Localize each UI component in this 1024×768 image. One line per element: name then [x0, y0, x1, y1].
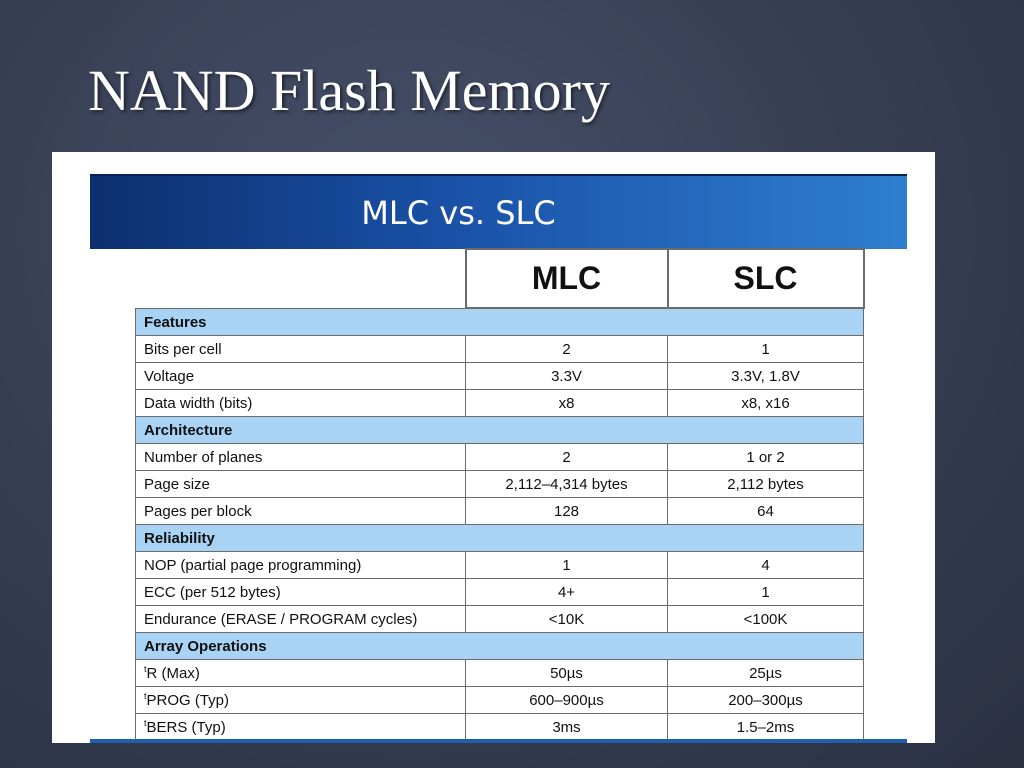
mlc-value: 3.3V [466, 363, 668, 390]
mlc-value: 600–900µs [466, 687, 668, 714]
row-label-text: NOP (partial page programming) [144, 556, 362, 574]
row-label [136, 363, 466, 390]
mlc-value: 1 [466, 552, 668, 579]
table-row [136, 552, 864, 579]
slc-value: 3.3V, 1.8V [668, 363, 864, 390]
table-row [136, 579, 864, 606]
slc-value: 1 [668, 336, 864, 363]
section-row [136, 525, 864, 552]
slc-value: 1 [668, 579, 864, 606]
header-blank-cell [136, 249, 466, 308]
table-row [136, 687, 864, 714]
mlc-value: 128 [466, 498, 668, 525]
row-label [136, 336, 466, 363]
figure-bottom-rule [90, 739, 907, 743]
row-label-text: BERS (Typ) [146, 718, 226, 736]
row-label-text: Voltage [144, 367, 195, 385]
section-title: Reliability [136, 525, 864, 552]
row-label-text: Number of planes [144, 448, 263, 466]
mlc-value: 2 [466, 444, 668, 471]
section-title: Array Operations [136, 633, 864, 660]
row-label [136, 390, 466, 417]
mlc-value: 2 [466, 336, 668, 363]
section-row [136, 633, 864, 660]
mlc-value: 50µs [466, 660, 668, 687]
timing-prefix: t [144, 663, 147, 674]
slc-value: 1 or 2 [668, 444, 864, 471]
timing-prefix: t [144, 690, 147, 701]
comparison-figure [52, 152, 935, 743]
mlc-value: <10K [466, 606, 668, 633]
mlc-value: 3ms [466, 714, 668, 741]
row-label [136, 579, 466, 606]
slc-value: x8, x16 [668, 390, 864, 417]
mlc-value: 2,112–4,314 bytes [466, 471, 668, 498]
table-row [136, 390, 864, 417]
table-row [136, 363, 864, 390]
section-row [136, 417, 864, 444]
mlc-value: 4+ [466, 579, 668, 606]
mlc-value: x8 [466, 390, 668, 417]
slc-value: 1.5–2ms [668, 714, 864, 741]
figure-banner-title: MLC vs. SLC [361, 193, 556, 232]
slc-value: 25µs [668, 660, 864, 687]
row-label [136, 606, 466, 633]
section-title: Features [136, 308, 864, 336]
slc-value: 200–300µs [668, 687, 864, 714]
row-label-text: ECC (per 512 bytes) [144, 583, 281, 601]
section-title: Architecture [136, 417, 864, 444]
slc-value: 64 [668, 498, 864, 525]
table-row [136, 444, 864, 471]
slc-value: <100K [668, 606, 864, 633]
comparison-table [135, 248, 865, 741]
table-row [136, 606, 864, 633]
row-label [136, 687, 466, 714]
table-header-row [136, 249, 864, 308]
row-label [136, 552, 466, 579]
figure-banner [90, 174, 907, 249]
row-label-text: Bits per cell [144, 340, 222, 358]
row-label-text: R (Max) [146, 664, 200, 682]
row-label [136, 660, 466, 687]
row-label [136, 498, 466, 525]
table-row [136, 336, 864, 363]
row-label [136, 471, 466, 498]
table-row [136, 714, 864, 741]
row-label-text: Endurance (ERASE / PROGRAM cycles) [144, 610, 418, 628]
timing-prefix: t [144, 717, 147, 728]
row-label-text: Page size [144, 475, 210, 493]
table-row [136, 471, 864, 498]
slide-title: NAND Flash Memory [88, 58, 610, 123]
slc-value: 2,112 bytes [668, 471, 864, 498]
table-row [136, 498, 864, 525]
section-row [136, 308, 864, 336]
table-row [136, 660, 864, 687]
row-label-text: Data width (bits) [144, 394, 253, 412]
row-label [136, 714, 466, 741]
row-label [136, 444, 466, 471]
row-label-text: PROG (Typ) [146, 691, 230, 709]
row-label-text: Pages per block [144, 502, 252, 520]
slc-value: 4 [668, 552, 864, 579]
column-header-slc: SLC [668, 249, 864, 308]
column-header-mlc: MLC [466, 249, 668, 308]
